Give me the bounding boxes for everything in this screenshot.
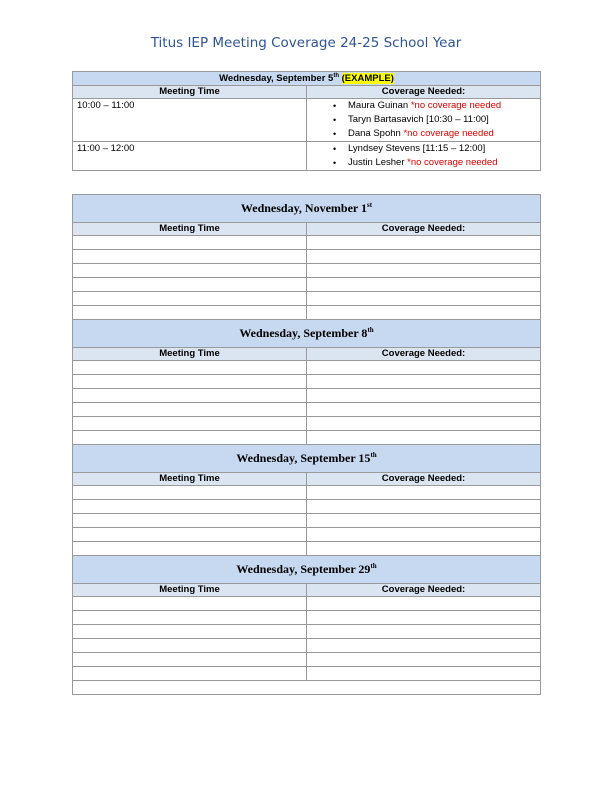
example-date: Wednesday, September 5 [219, 73, 334, 84]
col-time-header: Meeting Time [73, 348, 307, 361]
day-column-header-row [73, 348, 541, 361]
empty-slot-row [73, 653, 541, 667]
empty-coverage-cell[interactable] [307, 236, 541, 250]
coverage-entry [311, 127, 536, 141]
empty-time-cell[interactable] [73, 542, 307, 556]
col-coverage-header: Coverage Needed: [307, 223, 541, 236]
empty-coverage-cell[interactable] [307, 278, 541, 292]
empty-time-cell[interactable] [73, 236, 307, 250]
empty-coverage-cell[interactable] [307, 389, 541, 403]
empty-time-cell[interactable] [73, 653, 307, 667]
empty-slot-row [73, 542, 541, 556]
empty-slot-row [73, 403, 541, 417]
empty-coverage-cell[interactable] [307, 361, 541, 375]
coverage-name: Maura Guinan [348, 100, 409, 111]
empty-slot-row [73, 486, 541, 500]
empty-slot-row [73, 250, 541, 264]
example-column-header-row [73, 86, 541, 99]
col-coverage-header: Coverage Needed: [307, 473, 541, 486]
coverage-list [311, 99, 536, 141]
empty-coverage-cell[interactable] [307, 653, 541, 667]
empty-coverage-cell[interactable] [307, 417, 541, 431]
example-slot-coverage [307, 99, 541, 142]
empty-coverage-cell[interactable] [307, 639, 541, 653]
empty-coverage-cell[interactable] [307, 542, 541, 556]
empty-time-cell[interactable] [73, 264, 307, 278]
coverage-entry [311, 156, 536, 170]
empty-time-cell[interactable] [73, 306, 307, 320]
day-date-suffix: th [367, 326, 374, 334]
empty-coverage-cell[interactable] [307, 250, 541, 264]
example-date-suffix: th [333, 73, 339, 79]
coverage-name: Lyndsey Stevens [11:15 – 12:00] [348, 143, 486, 154]
day-header-row [73, 556, 541, 584]
empty-coverage-cell[interactable] [307, 403, 541, 417]
empty-coverage-cell[interactable] [307, 625, 541, 639]
empty-time-cell[interactable] [73, 667, 307, 681]
day-date: Wednesday, September 15 [236, 451, 371, 465]
schedule-body [73, 195, 541, 695]
empty-time-cell[interactable] [73, 389, 307, 403]
example-slot-coverage [307, 142, 541, 171]
table-footer-row [73, 681, 541, 695]
coverage-entry [311, 113, 536, 127]
coverage-name: Dana Spohn [348, 128, 401, 139]
empty-time-cell[interactable] [73, 597, 307, 611]
empty-coverage-cell[interactable] [307, 486, 541, 500]
empty-time-cell[interactable] [73, 500, 307, 514]
example-slot-time: 11:00 – 12:00 [73, 142, 307, 171]
empty-slot-row [73, 597, 541, 611]
example-date-row [73, 72, 541, 86]
day-header-row [73, 195, 541, 223]
empty-time-cell[interactable] [73, 361, 307, 375]
empty-slot-row [73, 361, 541, 375]
empty-time-cell[interactable] [73, 278, 307, 292]
day-date-suffix: st [367, 201, 373, 209]
empty-coverage-cell[interactable] [307, 375, 541, 389]
coverage-list [311, 142, 536, 170]
coverage-entry [311, 99, 536, 113]
empty-slot-row [73, 625, 541, 639]
empty-time-cell[interactable] [73, 486, 307, 500]
example-slot-time: 10:00 – 11:00 [73, 99, 307, 142]
empty-slot-row [73, 500, 541, 514]
coverage-name: Justin Lesher [348, 157, 405, 168]
example-col-time-header: Meeting Time [73, 86, 307, 99]
day-date-suffix: th [370, 562, 377, 570]
empty-slot-row [73, 514, 541, 528]
empty-time-cell[interactable] [73, 625, 307, 639]
empty-slot-row [73, 431, 541, 445]
empty-slot-row [73, 236, 541, 250]
empty-coverage-cell[interactable] [307, 264, 541, 278]
empty-slot-row [73, 278, 541, 292]
col-coverage-header: Coverage Needed: [307, 584, 541, 597]
empty-time-cell[interactable] [73, 611, 307, 625]
day-header-cell [73, 320, 541, 348]
empty-coverage-cell[interactable] [307, 292, 541, 306]
empty-time-cell[interactable] [73, 528, 307, 542]
coverage-note: *no coverage needed [410, 100, 502, 111]
empty-time-cell[interactable] [73, 375, 307, 389]
empty-slot-row [73, 639, 541, 653]
col-time-header: Meeting Time [73, 584, 307, 597]
example-date-cell [73, 72, 541, 86]
day-header-cell [73, 445, 541, 473]
day-column-header-row [73, 223, 541, 236]
day-header-row [73, 320, 541, 348]
day-date: Wednesday, November 1 [240, 201, 368, 215]
empty-time-cell[interactable] [73, 431, 307, 445]
schedule-table [72, 194, 541, 695]
day-header-row [73, 445, 541, 473]
day-column-header-row [73, 584, 541, 597]
empty-slot-row [73, 528, 541, 542]
empty-time-cell[interactable] [73, 514, 307, 528]
day-date-suffix: th [370, 451, 377, 459]
empty-coverage-cell[interactable] [307, 597, 541, 611]
day-header-cell [73, 195, 541, 223]
example-col-coverage-header: Coverage Needed: [307, 86, 541, 99]
coverage-note: *no coverage needed [403, 128, 494, 139]
page-title: Titus IEP Meeting Coverage 24-25 School Year [150, 35, 462, 51]
empty-coverage-cell[interactable] [307, 500, 541, 514]
table-footer-cell [73, 681, 541, 695]
day-date: Wednesday, September 29 [236, 562, 371, 576]
day-header-cell [73, 556, 541, 584]
empty-time-cell[interactable] [73, 250, 307, 264]
coverage-name: Taryn Bartasavich [10:30 – 11:00] [348, 114, 489, 125]
empty-slot-row [73, 306, 541, 320]
col-coverage-header: Coverage Needed: [307, 348, 541, 361]
empty-slot-row [73, 264, 541, 278]
empty-coverage-cell[interactable] [307, 306, 541, 320]
empty-coverage-cell[interactable] [307, 611, 541, 625]
col-time-header: Meeting Time [73, 223, 307, 236]
example-slot-row [73, 142, 541, 171]
empty-coverage-cell[interactable] [307, 431, 541, 445]
col-time-header: Meeting Time [73, 473, 307, 486]
day-date: Wednesday, September 8 [239, 326, 368, 340]
day-column-header-row [73, 473, 541, 486]
empty-slot-row [73, 611, 541, 625]
example-table [72, 71, 541, 171]
empty-coverage-cell[interactable] [307, 667, 541, 681]
empty-time-cell[interactable] [73, 403, 307, 417]
coverage-note: *no coverage needed [407, 157, 498, 168]
empty-slot-row [73, 375, 541, 389]
empty-time-cell[interactable] [73, 292, 307, 306]
empty-coverage-cell[interactable] [307, 514, 541, 528]
empty-slot-row [73, 292, 541, 306]
coverage-entry [311, 142, 536, 156]
example-tag: (EXAMPLE) [341, 73, 394, 84]
empty-time-cell[interactable] [73, 417, 307, 431]
example-slot-row [73, 99, 541, 142]
empty-slot-row [73, 417, 541, 431]
empty-slot-row [73, 667, 541, 681]
empty-slot-row [73, 389, 541, 403]
empty-coverage-cell[interactable] [307, 528, 541, 542]
empty-time-cell[interactable] [73, 639, 307, 653]
